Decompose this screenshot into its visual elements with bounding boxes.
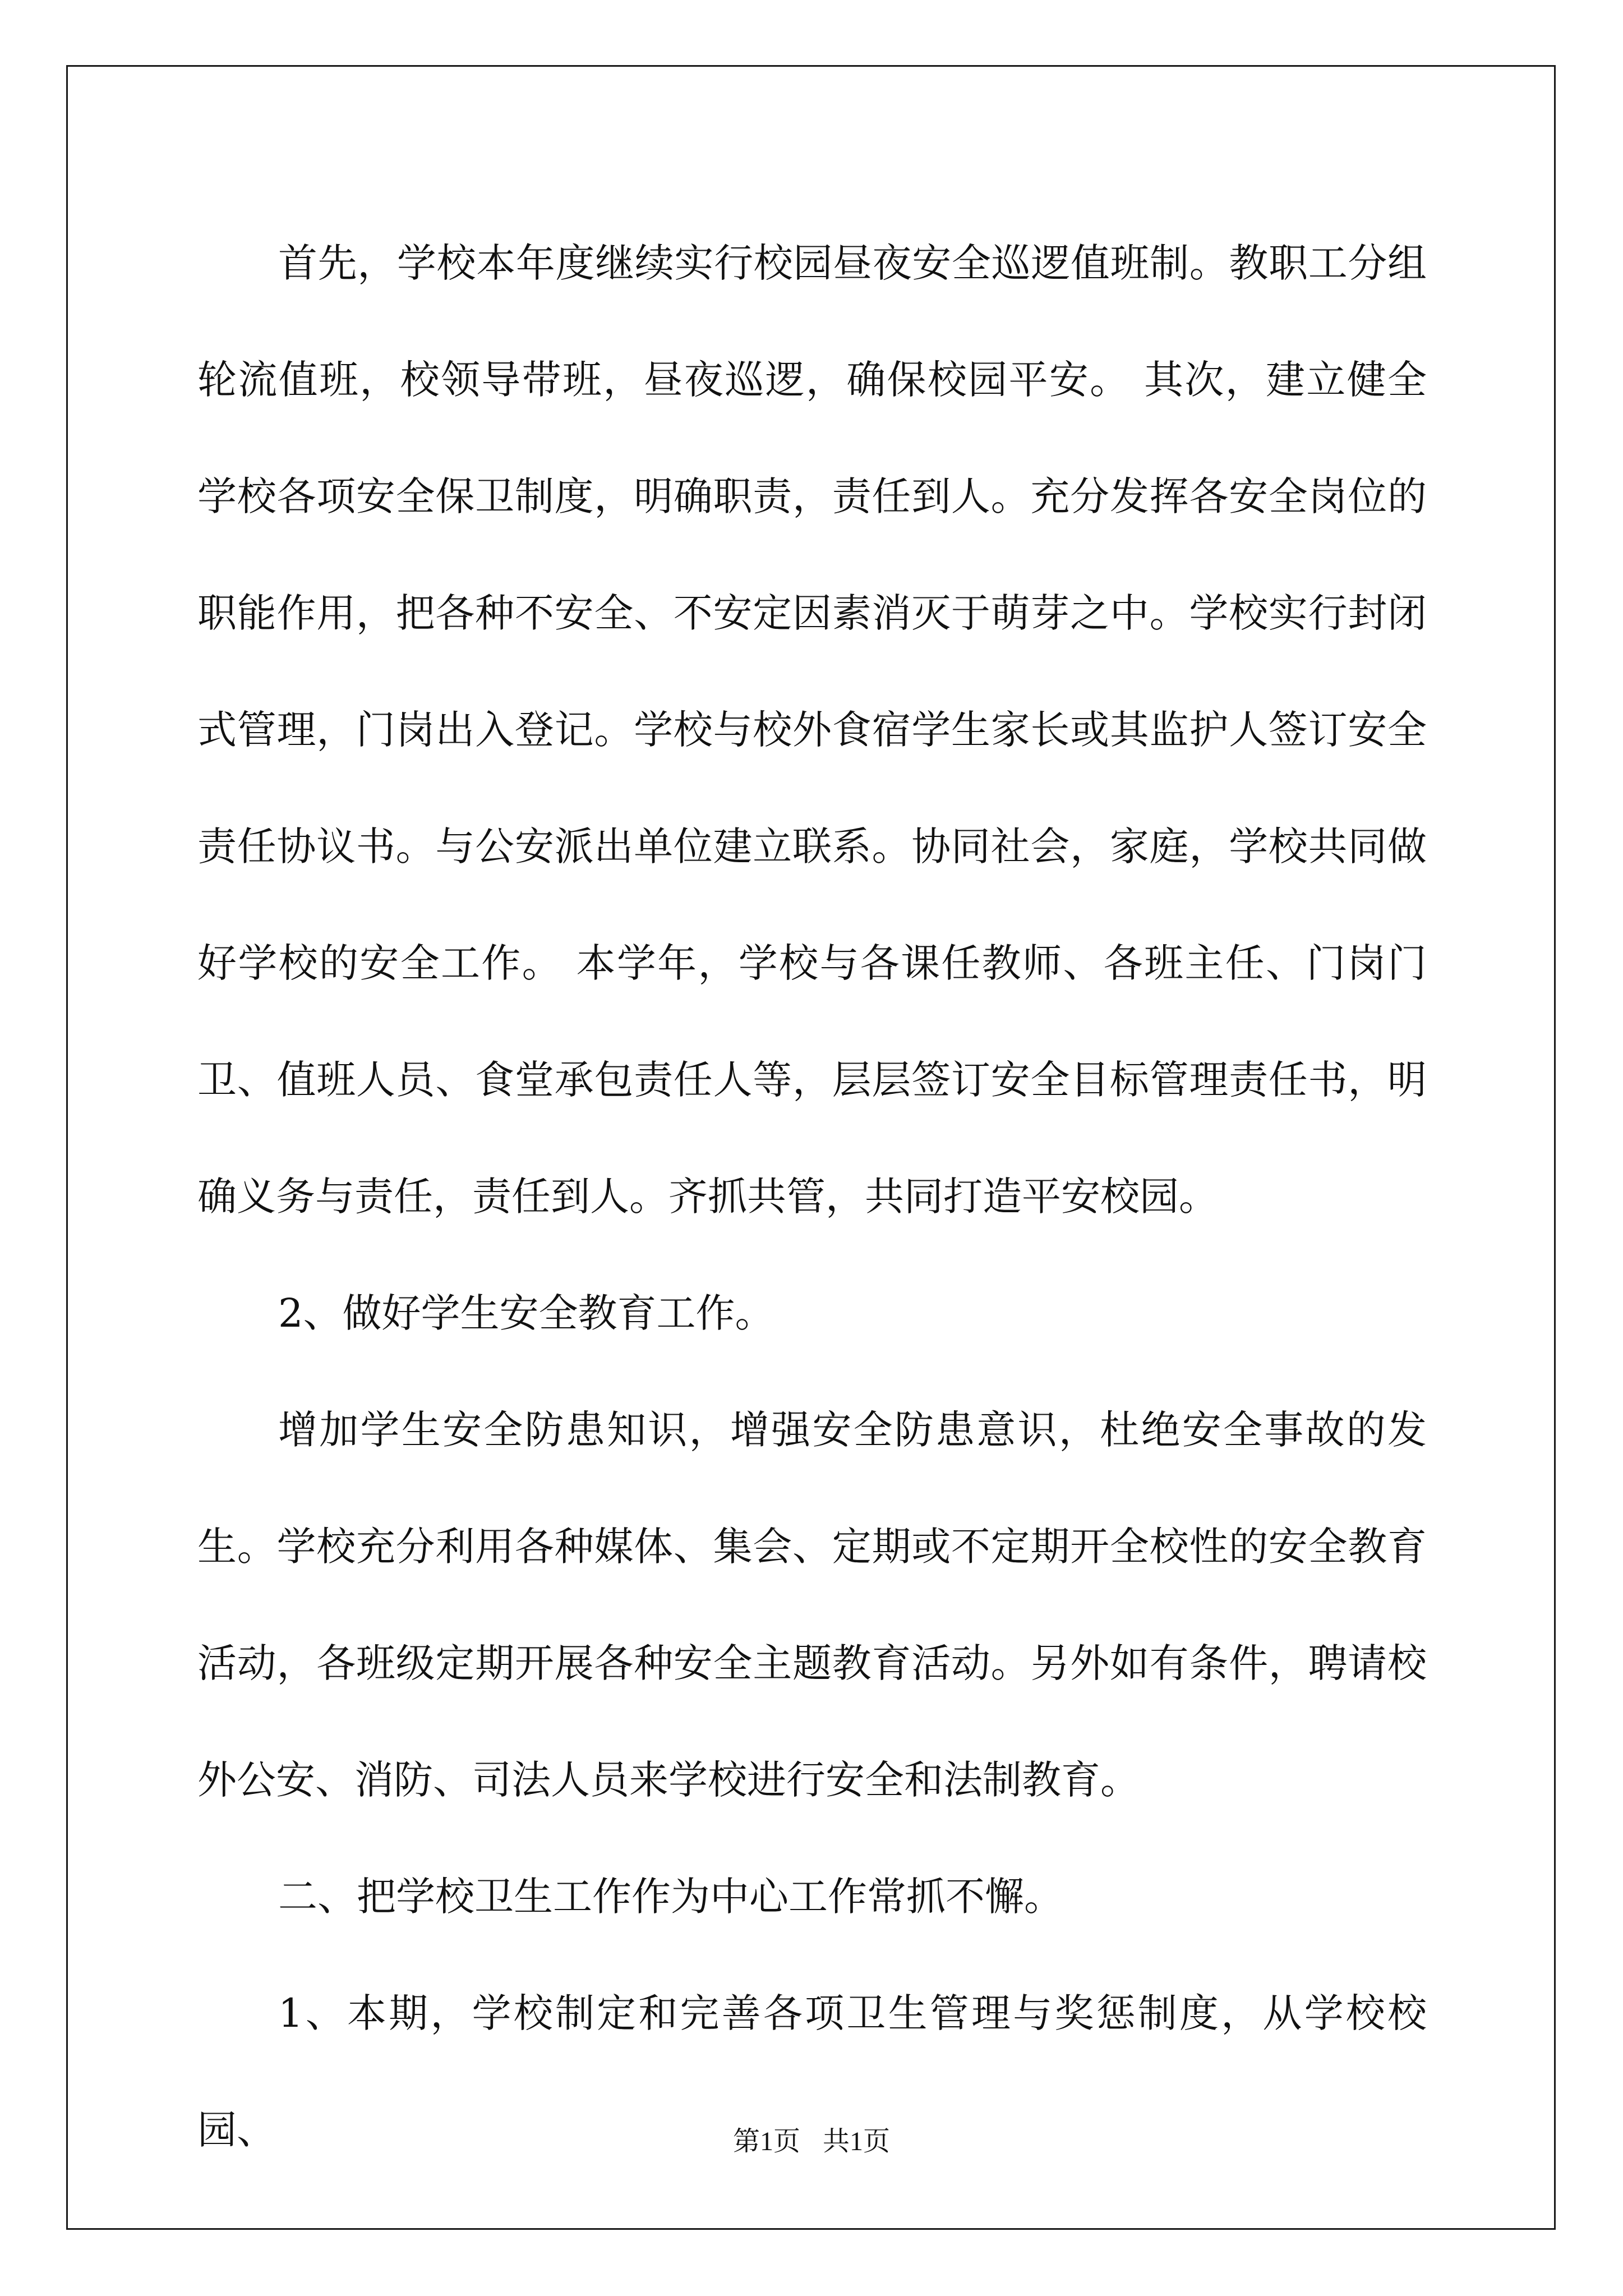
document-body: [197, 205, 1427, 2188]
paragraph-campus-security: 首先，学校本年度继续实行校园昼夜安全巡逻值班制。教职工分组轮流值班，校领导带班，昼夜巡逻，确保校园平安。 其次，建立健全学校各项安全保卫制度，明确职责，责任到人。充分发挥各安全岗位的职能作用，把各种不安全、不安定因素消灭于萌芽之中。学校实行封闭式管理，门岗出入登记。学校与校外食宿学生家长或其监护人签订安全责任协议书。与公安派出单位建立联系。协同社会，家庭，学校共同做好学校的安全工作。 本学年，学校与各课任教师、各班主任、门岗门卫、值班人员、食堂承包责任人等，层层签订安全目标管理责任书，明确义务与责任，责任到人。齐抓共管，共同打造平安校园。: [197, 240, 1427, 1220]
paragraph-heading-safety-education: 2、做好学生安全教育工作。: [278, 1290, 774, 1336]
paragraph-hygiene-rules: 1、本期，学校制定和完善各项卫生管理与奖惩制度，从学校校园、: [197, 1990, 1427, 2153]
page-footer: [0, 2119, 1623, 2158]
page-total: 共1页: [823, 2127, 891, 2156]
paragraph-heading-hygiene: 二、把学校卫生工作作为中心工作常抓不懈。: [278, 1874, 1063, 1920]
page-number: 第1页: [732, 2127, 800, 2156]
paragraph-safety-education: 增加学生安全防患知识，增强安全防患意识，杜绝安全事故的发生。学校充分利用各种媒体、集会、定期或不定期开全校性的安全教育活动，各班级定期开展各种安全主题教育活动。另外如有条件，聘请校外公安、消防、司法人员来学校进行安全和法制教育。: [197, 1407, 1427, 1803]
